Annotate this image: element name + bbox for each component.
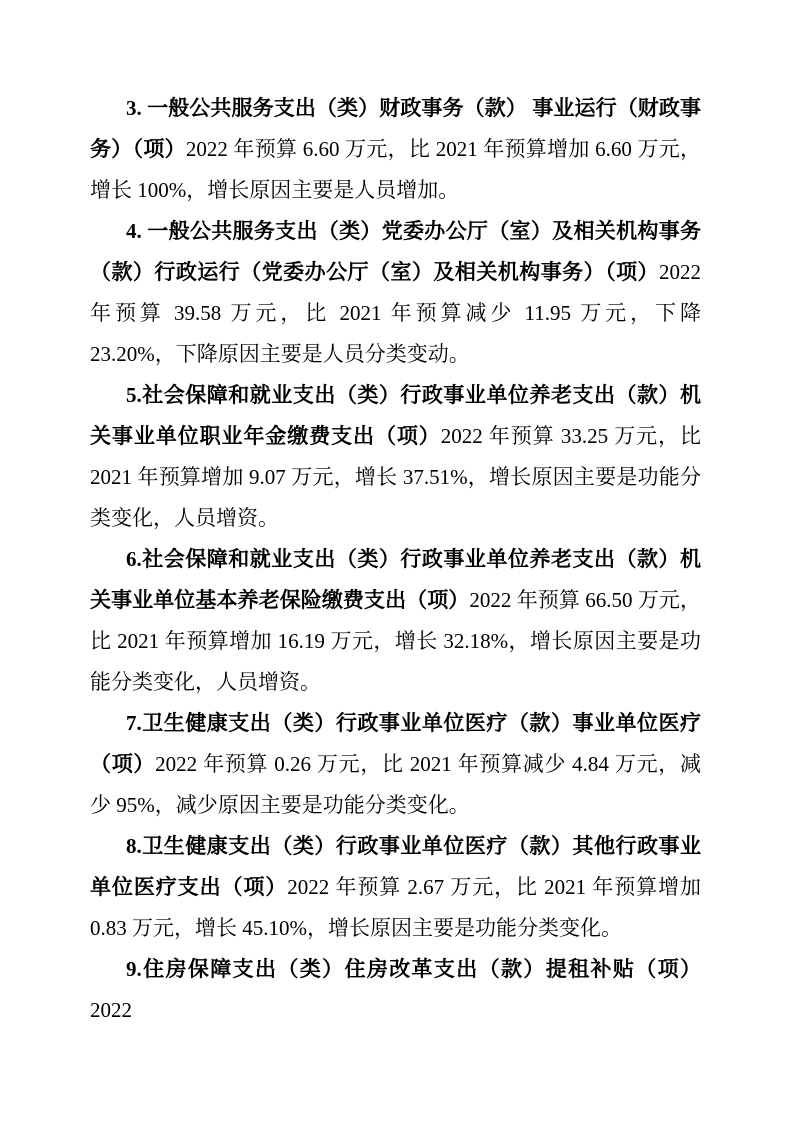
budget-item-paragraph-4 <box>90 211 701 375</box>
paragraph-lead: 9.住房保障支出（类）住房改革支出（款）提租补贴（项） <box>126 957 701 981</box>
paragraph-text: 2022 年预算 39.58 万元，比 2021 年预算减少 11.95 万元，下降 23.20%，下降原因主要是人员分类变动。 <box>90 260 701 366</box>
budget-item-paragraph-3 <box>90 88 701 211</box>
paragraph-text: 2022 年预算 66.50 万元，比 2021 年预算增加 16.19 万元，增长 32.18%，增长原因主要是功能分类变化，人员增资。 <box>90 588 702 694</box>
paragraph-text: 2022 年预算 0.26 万元，比 2021 年预算减少 4.84 万元，减少 95%，减少原因主要是功能分类变化。 <box>90 752 702 817</box>
paragraph-lead: 4. 一般公共服务支出（类）党委办公厅（室）及相关机构事务（款）行政运行（党委办公厅（室）及相关机构事务）（项） <box>90 219 701 284</box>
paragraph-lead: 8.卫生健康支出（类）行政事业单位医疗（款）其他行政事业单位医疗支出（项） <box>90 834 701 899</box>
budget-item-paragraph-5 <box>90 375 701 539</box>
budget-item-paragraph-9 <box>90 949 701 1031</box>
paragraph-text: 2022 年预算 2.67 万元，比 2021 年预算增加 0.83 万元，增长 45.10%，增长原因主要是功能分类变化。 <box>90 875 702 940</box>
paragraph-lead: 3. 一般公共服务支出（类）财政事务（款） 事业运行（财政事务）（项） <box>90 96 701 161</box>
budget-item-paragraph-8 <box>90 826 701 949</box>
paragraph-lead: 6.社会保障和就业支出（类）行政事业单位养老支出（款）机关事业单位基本养老保险缴费支出（项） <box>90 547 701 612</box>
paragraph-text: 2022 年预算 33.25 万元，比 2021 年预算增加 9.07 万元，增长 37.51%，增长原因主要是功能分类变化，人员增资。 <box>90 424 701 530</box>
paragraph-lead: 5.社会保障和就业支出（类）行政事业单位养老支出（款）机关事业单位职业年金缴费支出（项） <box>90 383 701 448</box>
paragraph-lead: 7.卫生健康支出（类）行政事业单位医疗（款）事业单位医疗（项） <box>90 711 701 776</box>
budget-item-paragraph-7 <box>90 703 701 826</box>
paragraph-text: 2022 年预算 6.60 万元，比 2021 年预算增加 6.60 万元，增长 100%，增长原因主要是人员增加。 <box>90 137 702 202</box>
paragraph-text: 2022 <box>90 998 132 1022</box>
budget-item-paragraph-6 <box>90 539 701 703</box>
